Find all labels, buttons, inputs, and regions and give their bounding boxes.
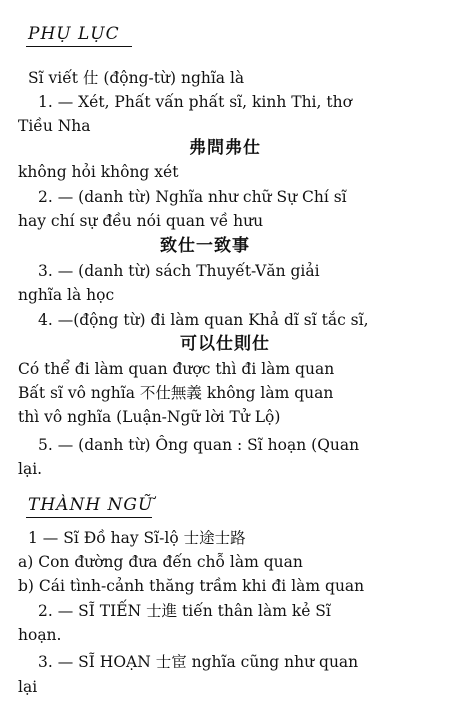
body-line: 2. — SĨ TIẾN 士進 tiến thân làm kẻ Sĩ xyxy=(38,602,331,620)
section-heading-thanh-ngu: THÀNH NGỮ xyxy=(28,495,154,515)
body-line: lại xyxy=(18,678,38,696)
body-line: thì vô nghĩa (Luận-Ngữ lời Tử Lộ) xyxy=(18,408,281,426)
body-line: 4. —(động từ) đi làm quan Khả dĩ sĩ tắc sĩ, xyxy=(38,311,369,329)
body-line: 1. — Xét, Phất vấn phất sĩ, kinh Thi, thơ xyxy=(38,93,352,111)
body-line: 5. — (danh từ) Ông quan : Sĩ hoạn (Quan xyxy=(38,436,360,454)
body-line: không hỏi không xét xyxy=(18,163,179,181)
body-line: hoạn. xyxy=(18,626,62,644)
body-line: nghĩa là học xyxy=(18,286,115,304)
body-line: 3. — (danh từ) sách Thuyết-Văn giải xyxy=(38,262,320,280)
body-line: Có thể đi làm quan được thì đi làm quan xyxy=(18,360,335,378)
body-line: Tiều Nha xyxy=(18,117,91,135)
han-characters: 致仕一致事 xyxy=(160,236,250,256)
body-line: Sĩ viết 仕 (động-từ) nghĩa là xyxy=(28,69,245,87)
body-line: b) Cái tình-cảnh thăng trầm khi đi làm quan xyxy=(18,577,365,595)
body-line: 3. — SĨ HOẠN 士宦 nghĩa cũng như quan xyxy=(38,653,359,671)
body-line: 2. — (danh từ) Nghĩa như chữ Sự Chí sĩ xyxy=(38,188,347,206)
heading-underline xyxy=(26,517,152,518)
body-line: hay chí sự đều nói quan về hưu xyxy=(18,212,264,230)
body-line: 1 — Sĩ Đồ hay Sĩ-lộ 士途士路 xyxy=(28,529,246,547)
body-line: Bất sĩ vô nghĩa 不仕無義 không làm quan xyxy=(18,384,334,402)
han-characters: 可以仕則仕 xyxy=(180,334,270,354)
heading-underline xyxy=(26,46,132,47)
body-line: a) Con đường đưa đến chỗ làm quan xyxy=(18,553,303,571)
han-characters: 弗問弗仕 xyxy=(189,138,261,158)
section-heading-phu-luc: PHỤ LỤC xyxy=(28,24,120,44)
body-line: lại. xyxy=(18,460,43,478)
